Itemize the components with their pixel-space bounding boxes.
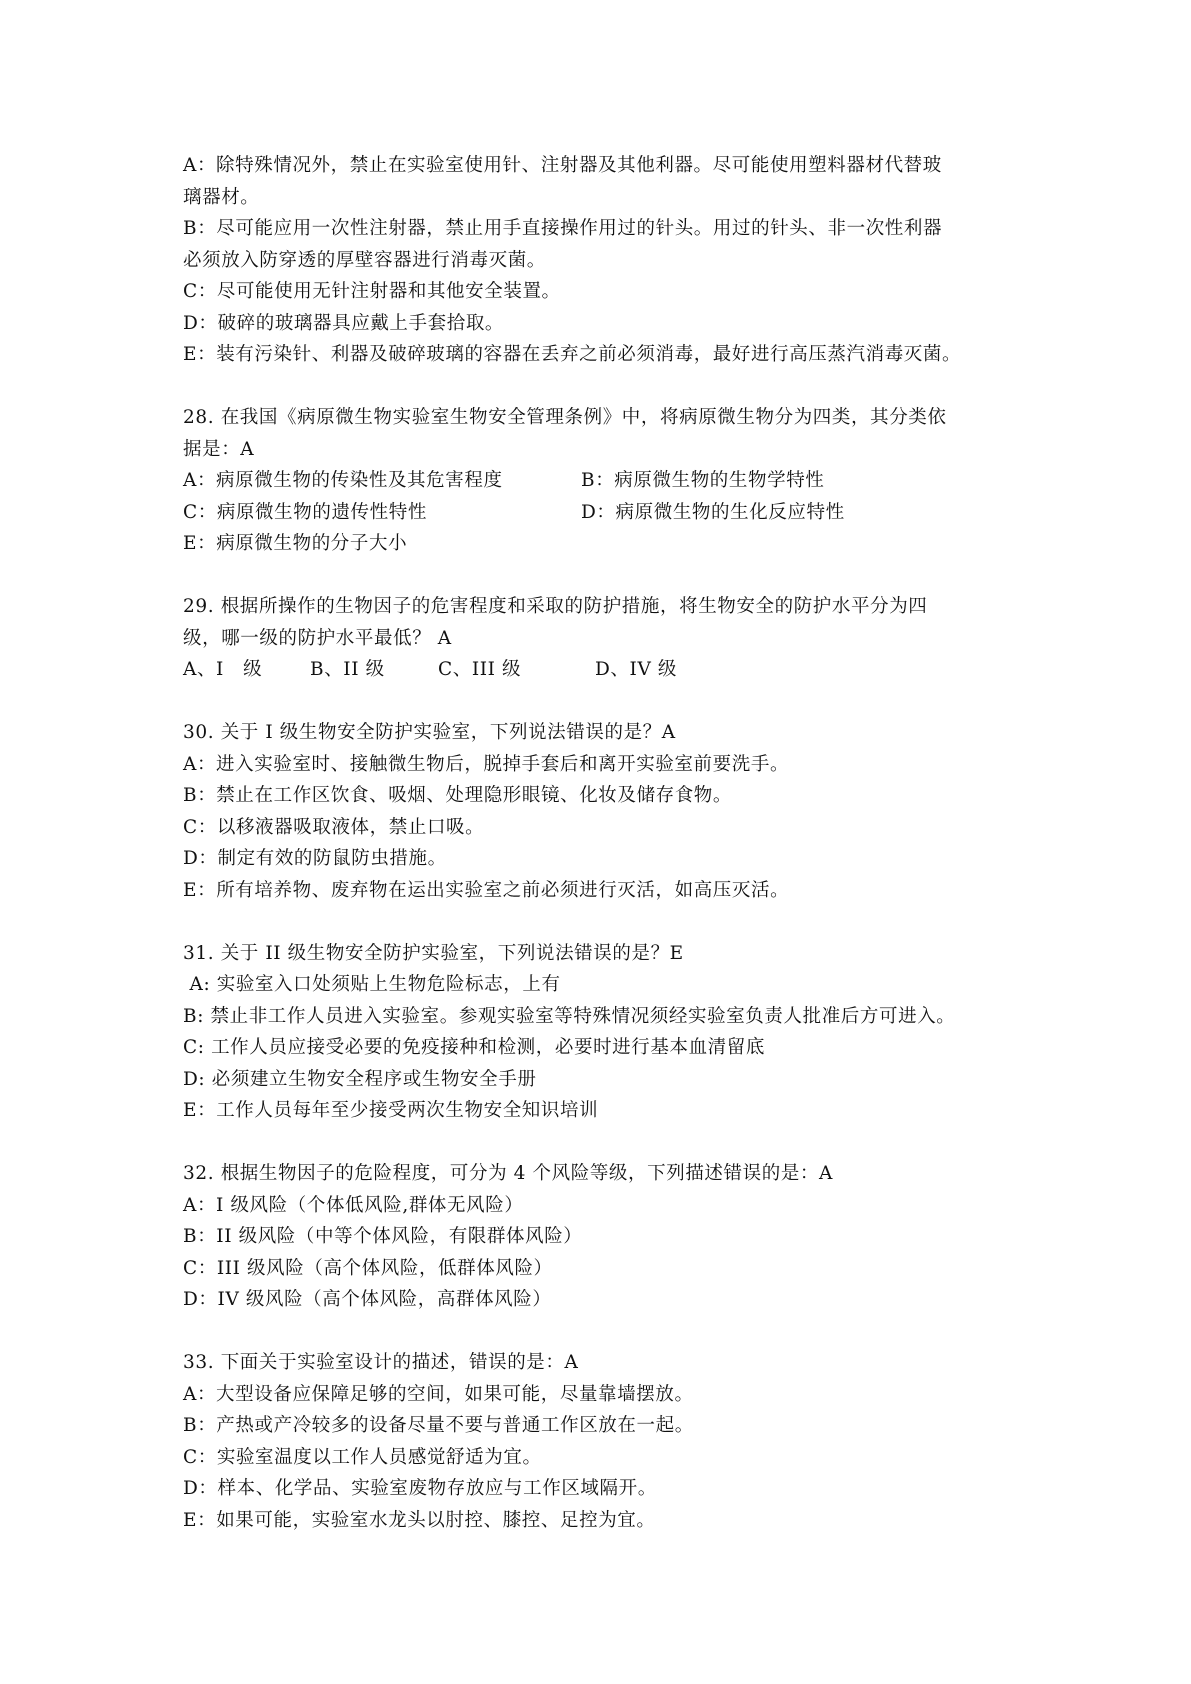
option-d: D、IV 级: [595, 659, 677, 680]
option-d: D：样本、化学品、实验室废物存放应与工作区域隔开。: [183, 1478, 657, 1499]
option-c: C：III 级风险（高个体风险，低群体风险）: [183, 1257, 553, 1279]
option-b-line-2: 必须放入防穿透的厚壁容器进行消毒灭菌。: [183, 249, 546, 271]
question-stem: 31. 关于 II 级生物安全防护实验室，下列说法错误的是？E: [183, 942, 684, 964]
option-b: B、II 级: [310, 659, 385, 680]
question-29: [183, 591, 1033, 686]
question-stem-line-2: 级，哪一级的防护水平最低？ A: [183, 627, 452, 649]
question-30: [183, 717, 1033, 906]
question-28: [183, 402, 1033, 560]
option-a: A：大型设备应保障足够的空间，如果可能，尽量靠墙摆放。: [183, 1383, 694, 1405]
option-row: [183, 497, 1033, 529]
option-c: C: 工作人员应接受必要的免疫接种和检测，必要时进行基本血清留底: [183, 1037, 765, 1058]
option-b: B：II 级风险（中等个体风险，有限群体风险）: [183, 1226, 583, 1247]
document-page: [183, 150, 1033, 1536]
question-stem-line-1: 29. 根据所操作的生物因子的危害程度和采取的防护措施，将生物安全的防护水平分为四: [183, 596, 928, 617]
option-a-line-1: A：除特殊情况外，禁止在实验室使用针、注射器及其他利器。尽可能使用塑料器材代替玻: [183, 155, 942, 176]
question-33: [183, 1347, 1033, 1536]
option-row: [183, 465, 1033, 497]
option-d: D：破碎的玻璃器具应戴上手套拾取。: [183, 312, 505, 334]
option-a-line-2: 璃器材。: [183, 186, 260, 208]
question-31: [183, 938, 1033, 1127]
option-b: B: 禁止非工作人员进入实验室。参观实验室等特殊情况须经实验室负责人批准后方可进入。: [183, 1005, 956, 1027]
option-c: C：以移液器吸取液体，禁止口吸。: [183, 816, 485, 838]
option-b: B：病原微生物的生物学特性: [581, 470, 825, 491]
option-d: D: 必须建立生物安全程序或生物安全手册: [183, 1068, 537, 1090]
option-a: A：进入实验室时、接触微生物后，脱掉手套后和离开实验室前要洗手。: [183, 753, 790, 775]
option-e: E：装有污染针、利器及破碎玻璃的容器在丢弃之前必须消毒，最好进行高压蒸汽消毒灭菌。: [183, 344, 962, 365]
question-stem: 30. 关于 I 级生物安全防护实验室，下列说法错误的是？A: [183, 722, 676, 743]
option-c: C：病原微生物的遗传性特性: [183, 501, 427, 523]
option-a: A、I 级: [183, 659, 263, 680]
question-27-options: [183, 150, 1033, 371]
question-stem: 33. 下面关于实验室设计的描述，错误的是：A: [183, 1352, 579, 1373]
option-e: E：工作人员每年至少接受两次生物安全知识培训: [183, 1100, 599, 1121]
option-d: D：IV 级风险（高个体风险，高群体风险）: [183, 1289, 552, 1310]
option-c: C：实验室温度以工作人员感觉舒适为宜。: [183, 1446, 542, 1468]
option-e: E：所有培养物、废弃物在运出实验室之前必须进行灭活，如高压灭活。: [183, 879, 790, 901]
option-e: E：病原微生物的分子大小: [183, 533, 408, 554]
question-stem-line-1: 28. 在我国《病原微生物实验室生物安全管理条例》中，将病原微生物分为四类，其分类依: [183, 407, 947, 428]
question-stem-line-2: 据是：A: [183, 438, 255, 460]
option-d: D：病原微生物的生化反应特性: [581, 501, 845, 523]
option-a: A：病原微生物的传染性及其危害程度: [183, 470, 503, 491]
option-b: B：禁止在工作区饮食、吸烟、处理隐形眼镜、化妆及储存食物。: [183, 785, 732, 806]
option-c: C：尽可能使用无针注射器和其他安全装置。: [183, 281, 561, 302]
option-a: A: 实验室入口处须贴上生物危险标志，上有: [183, 974, 561, 995]
option-d: D：制定有效的防鼠防虫措施。: [183, 848, 447, 869]
option-b-line-1: B：尽可能应用一次性注射器，禁止用手直接操作用过的针头。用过的针头、非一次性利器: [183, 218, 943, 239]
question-stem: 32. 根据生物因子的危险程度，可分为 4 个风险等级，下列描述错误的是：A: [183, 1163, 833, 1184]
question-32: [183, 1158, 1033, 1316]
option-c: C、III 级: [438, 659, 522, 680]
option-row: [183, 654, 1033, 686]
option-b: B：产热或产冷较多的设备尽量不要与普通工作区放在一起。: [183, 1415, 694, 1436]
option-a: A：I 级风险（个体低风险,群体无风险）: [183, 1194, 524, 1216]
option-e: E：如果可能，实验室水龙头以肘控、膝控、足控为宜。: [183, 1509, 656, 1531]
